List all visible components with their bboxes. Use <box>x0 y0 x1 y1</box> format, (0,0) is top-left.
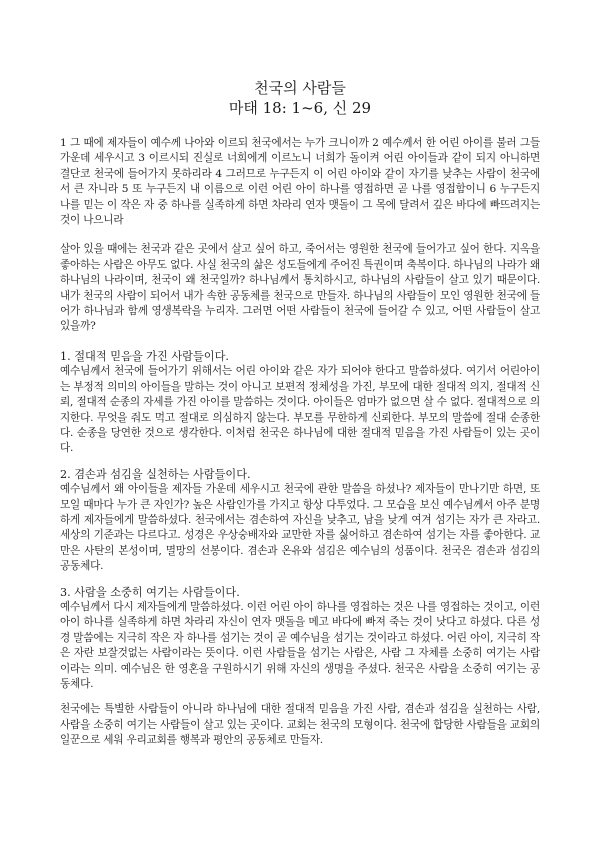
conclusion-paragraph: 천국에는 특별한 사람들이 아니라 하나님에 대한 절대적 믿음을 가진 사람, 겸손과 섬김을 실천하는 사람, 사람을 소중히 여기는 사람들이 살고 있는 곳이다. 교회는 천국의 모형이다. 천국에 합당한 사람들을 교회의 일꾼으로 세워 우리교회를 행복과 평안의 공동체로 만들자. <box>60 703 540 747</box>
section-body: 예수님께서 왜 아이들을 제자들 가운데 세우시고 천국에 관한 말씀을 하셨나? 제자들이 만나기만 하면, 또 모일 때마다 누가 큰 자인가? 높은 사람인가를 가지고 항상 다투었다. 그 모습을 보신 예수님께서 아주 분명하게 제자들에게 말씀하셨다. 천국에서는 겸손하여 자신을 낮추고, 남을 낮게 여겨 섬기는 자가 큰 자라고. 세상의 기준과는 다르다고. 성경은 우상숭배자와 교만한 자를 싫어하고 겸손하여 섬기는 자를 좋아한다. 교만은 사탄의 본성이며, 멸망의 선봉이다. 겸손과 온유와 섬김은 예수님의 성품이다. 천국은 겸손과 섬김의 공동체다. <box>60 483 540 573</box>
sermon-page <box>60 78 540 763</box>
scripture-reference: 마태 18: 1~6, 신 29 <box>228 99 372 117</box>
section-people <box>60 585 540 693</box>
section-humility <box>60 467 540 575</box>
section-body: 예수님께서 천국에 들어가기 위해서는 어린 아이와 같은 자가 되어야 한다고 말씀하셨다. 여기서 어린아이는 부정적 의미의 아이들을 말하는 것이 아니고 보편적 정체성을 가진, 부모에 대한 절대적 의지, 절대적 신뢰, 절대적 순종의 자세를 가진 아이를 말씀하는 것이다. 아이들은 엄마가 없으면 살 수 없다. 절대적으로 의지한다. 무엇을 줘도 먹고 절대로 의심하지 않는다. 부모를 무한하게 신뢰한다. 부모의 말씀에 절대 순종한다. 순종을 당연한 것으로 생각한다. 이처럼 천국은 하나님에 대한 절대적 믿음을 가진 사람들이 있는 곳이다. <box>60 365 540 455</box>
section-heading: 2. 겸손과 섬김을 실천하는 사람들이다. <box>60 467 251 481</box>
intro-paragraph: 살아 있을 때에는 천국과 같은 곳에서 살고 싶어 하고, 죽어서는 영원한 천국에 들어가고 싶어 한다. 지옥을 좋아하는 사람은 아무도 없다. 사실 천국의 삶은 성도들에게 주어진 특권이며 축복이다. 하나님의 나라가 왜 하나님의 나라이며, 천국이 왜 천국일까? 하나님께서 통치하시고, 하나님의 사람들이 살고 있기 때문이다. 내가 천국의 사람이 되어서 내가 속한 공동체를 천국으로 만들자. 하나님의 사람들이 모인 영원한 천국에 들어가 하나님과 함께 영생복락을 누리자. 그러면 어떤 사람들이 천국에 들어갈 수 있고, 어떤 사람들이 살고 있을까? <box>60 243 540 333</box>
scripture-text: 1 그 때에 제자들이 예수께 나아와 이르되 천국에서는 누가 크니이까 2 예수께서 한 어린 아이를 불러 그들 가운데 세우시고 3 이르시되 진실로 너희에게 이르노니 너희가 돌이켜 어린 아이들과 같이 되지 아니하면 결단코 천국에 들어가지 못하리라 4 그러므로 누구든지 이 어린 아이와 같이 자기를 낮추는 사람이 천국에서 큰 자니라 5 또 누구든지 내 이름으로 이런 어린 아이 하나를 영접하면 곧 나를 영접함이니 6 누구든지 나를 믿는 이 작은 자 중 하나를 실족하게 하면 차라리 연자 맷돌이 그 목에 달려서 깊은 바다에 빠뜨려지는 것이 나으니라 <box>60 137 540 227</box>
section-heading: 3. 사람을 소중히 여기는 사람들이다. <box>60 585 240 599</box>
section-faith <box>60 349 540 457</box>
section-heading: 1. 절대적 믿음을 가진 사람들이다. <box>60 349 229 363</box>
section-body: 예수님께서 다시 제자들에게 말씀하셨다. 이런 어린 아이 하나를 영접하는 것은 나를 영접하는 것이고, 이런 아이 하나를 실족하게 하면 차라리 자신이 연자 맷돌을 메고 바다에 빠져 죽는 것이 낫다고 하셨다. 다른 성경 말씀에는 지극히 작은 자 하나를 섬기는 것이 곧 예수님을 섬기는 것이라고 하셨다. 어린 아이, 지극히 작은 자란 보잘것없는 사람이라는 뜻이다. 이런 사람들을 섬기는 사람은, 사람 그 자체를 소중히 여기는 사람이라는 의미. 예수님은 한 영혼을 구원하시기 위해 자신의 생명을 주셨다. 천국은 사람을 소중히 여기는 공동체다. <box>60 600 540 690</box>
page-title: 천국의 사람들 <box>254 79 346 97</box>
